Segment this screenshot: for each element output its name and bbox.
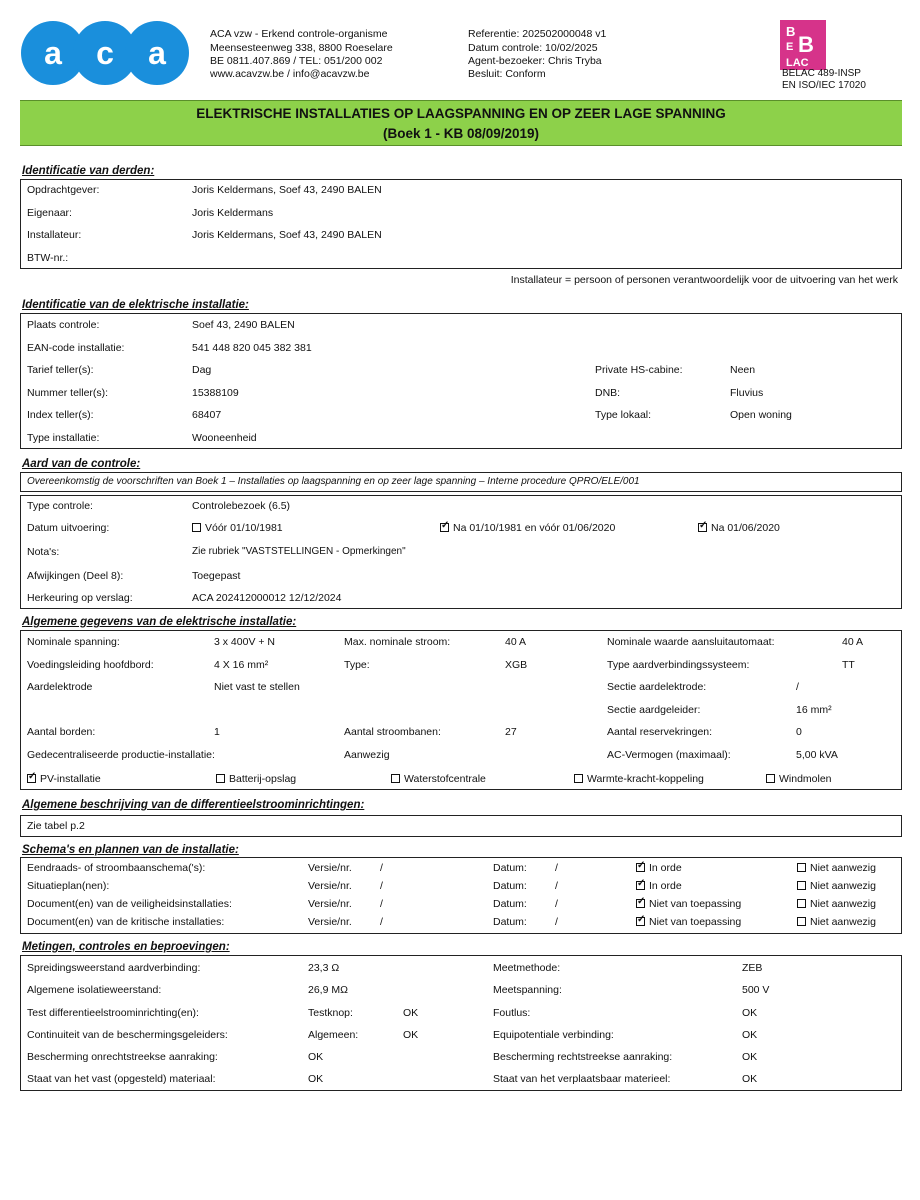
reserve-label: Aantal reservekringen: <box>607 726 713 738</box>
type-installatie-value: Wooneenheid <box>192 432 257 444</box>
borden-value: 1 <box>214 726 220 738</box>
vast-materiaal-label: Staat van het vast (opgesteld) materiaal: <box>27 1073 216 1085</box>
schema-row-1-datum-label: Datum: <box>493 862 527 874</box>
aansluit-value: 40 A <box>842 636 864 648</box>
checkbox-icon[interactable] <box>574 774 583 783</box>
checkbox-checked-icon[interactable] <box>698 523 707 532</box>
nom-spanning-label: Nominale spanning: <box>27 636 120 648</box>
section-metingen-heading: Metingen, controles en beproevingen: <box>22 941 230 953</box>
algemeen-label: Algemeen: <box>308 1029 359 1041</box>
afwijkingen-value: Toegepast <box>192 570 241 582</box>
max-stroom-label: Max. nominale stroom: <box>344 636 451 648</box>
datum-uitvoering-label: Datum uitvoering: <box>27 522 110 534</box>
schema-row-3-opt2[interactable]: Niet aanwezig <box>797 898 876 910</box>
aca-logo <box>20 18 190 88</box>
schema-row-1-opt1[interactable]: ✓ In orde <box>636 862 682 874</box>
option-wkk[interactable]: Warmte-kracht-koppeling <box>574 773 704 785</box>
nummer-teller-value: 15388109 <box>192 387 239 399</box>
org-vat-phone: BE 0811.407.869 / TEL: 051/200 002 <box>210 55 383 67</box>
checkbox-checked-icon[interactable] <box>27 774 36 783</box>
section-installatie-heading: Identificatie van de elektrische installatie: <box>22 299 249 311</box>
title-line-2: (Boek 1 - KB 08/09/2019) <box>382 126 540 141</box>
nummer-teller-label: Nummer teller(s): <box>27 387 109 399</box>
aansluit-label: Nominale waarde aansluitautomaat: <box>607 636 775 648</box>
stroombanen-value: 27 <box>505 726 517 738</box>
decision: Besluit: Conform <box>468 68 546 80</box>
sectie-geleider-value: 16 mm² <box>796 704 832 716</box>
checkbox-icon[interactable] <box>797 881 806 890</box>
nom-spanning-value: 3 x 400V + N <box>214 636 275 648</box>
foutlus-value: OK <box>742 1007 758 1019</box>
checkbox-checked-icon[interactable] <box>636 899 645 908</box>
section-derden-heading: Identificatie van derden: <box>22 165 155 177</box>
aardelektrode-value: Niet vast te stellen <box>214 681 300 693</box>
org-address: Meensesteenweg 338, 8800 Roeselare <box>210 42 393 54</box>
datum-option-1981-2020[interactable]: ✓ Na 01/10/1981 en vóór 01/06/2020 <box>440 522 615 534</box>
checkbox-checked-icon[interactable] <box>636 917 645 926</box>
option-batterij[interactable]: Batterij-opslag <box>216 773 296 785</box>
title-line-1: ELEKTRISCHE INSTALLATIES OP LAAGSPANNING EN OP ZEER LAGE SPANNING <box>196 106 726 121</box>
schema-row-3-datum-label: Datum: <box>493 898 527 910</box>
controle-box <box>20 495 902 609</box>
meetmethode-value: ZEB <box>742 962 763 974</box>
schema-row-3-opt1[interactable]: ✓ Niet van toepassing <box>636 898 741 910</box>
tarief-label: Tarief teller(s): <box>27 364 94 376</box>
datum-option-voor-1981[interactable]: Vóór 01/10/1981 <box>192 522 283 534</box>
reference: Referentie: 202502000048 v1 <box>468 28 607 40</box>
test-diff-label: Test differentieelstroominrichting(en): <box>27 1007 199 1019</box>
datum-option-na-2020[interactable]: ✓ Na 01/06/2020 <box>698 522 780 534</box>
type-kabel-label: Type: <box>344 659 370 671</box>
dnb-label: DNB: <box>595 387 621 399</box>
ac-vermogen-label: AC-Vermogen (maximaal): <box>607 749 731 761</box>
testknop-value: OK <box>403 1007 419 1019</box>
ean-label: EAN-code installatie: <box>27 342 125 354</box>
isolatie-label: Algemene isolatieweerstand: <box>27 984 162 996</box>
gegevens-box <box>20 630 902 790</box>
aard-sys-value: TT <box>842 659 855 671</box>
isolatie-value: 26,9 MΩ <box>308 984 348 996</box>
svg-text:LAC: LAC <box>786 57 809 69</box>
schema-row-3-versie: / <box>380 898 383 910</box>
checkbox-icon[interactable] <box>797 863 806 872</box>
ean-value: 541 448 820 045 382 381 <box>192 342 312 354</box>
document-title <box>20 100 902 146</box>
checkbox-icon[interactable] <box>766 774 775 783</box>
afwijkingen-label: Afwijkingen (Deel 8): <box>27 570 124 582</box>
rechtstreeks-label: Bescherming rechtstreekse aanraking: <box>493 1051 673 1063</box>
type-kabel-value: XGB <box>505 659 528 671</box>
continuiteit-label: Continuiteit van de beschermingsgeleiders: <box>27 1029 228 1041</box>
schema-row-1-opt2[interactable]: Niet aanwezig <box>797 862 876 874</box>
ac-vermogen-value: 5,00 kVA <box>796 749 838 761</box>
checkbox-icon[interactable] <box>391 774 400 783</box>
checkbox-icon[interactable] <box>216 774 225 783</box>
meetmethode-label: Meetmethode: <box>493 962 561 974</box>
equipotentiaal-value: OK <box>742 1029 758 1041</box>
svg-text:a: a <box>148 35 166 71</box>
installateur-label: Installateur: <box>27 229 82 241</box>
checkbox-icon[interactable] <box>797 917 806 926</box>
schema-row-1-datum: / <box>555 862 558 874</box>
sectie-geleider-label: Sectie aardgeleider: <box>607 704 701 716</box>
svg-text:a: a <box>44 35 62 71</box>
aard-sys-label: Type aardverbindingssysteem: <box>607 659 750 671</box>
verplaatsbaar-label: Staat van het verplaatsbaar materieel: <box>493 1073 671 1085</box>
index-teller-value: 68407 <box>192 409 222 421</box>
checkbox-icon[interactable] <box>192 523 201 532</box>
opdrachtgever-value: Joris Keldermans, Soef 43, 2490 BALEN <box>192 184 382 196</box>
rechtstreeks-value: OK <box>742 1051 758 1063</box>
opdrachtgever-label: Opdrachtgever: <box>27 184 100 196</box>
belac-standard: EN ISO/IEC 17020 <box>782 80 866 91</box>
eigenaar-value: Joris Keldermans <box>192 207 274 219</box>
schema-row-4-opt2[interactable]: Niet aanwezig <box>797 916 876 928</box>
type-installatie-label: Type installatie: <box>27 432 100 444</box>
schema-row-2-datum: / <box>555 880 558 892</box>
schema-row-4-versie-label: Versie/nr. <box>308 916 352 928</box>
aardelektrode-label: Aardelektrode <box>27 681 93 693</box>
onrechtstreeks-label: Bescherming onrechtstreekse aanraking: <box>27 1051 218 1063</box>
gedec-value: Aanwezig <box>344 749 390 761</box>
schema-row-3-datum: / <box>555 898 558 910</box>
voeding-value: 4 X 16 mm² <box>214 659 269 671</box>
org-web-email[interactable]: www.acavzw.be / info@acavzw.be <box>210 68 370 80</box>
schema-row-4-datum: / <box>555 916 558 928</box>
schema-row-3-label: Document(en) van de veiligheidsinstallaties: <box>27 898 232 910</box>
type-controle-value: Controlebezoek (6.5) <box>192 500 291 512</box>
checkbox-checked-icon[interactable] <box>636 881 645 890</box>
agent: Agent-bezoeker: Chris Tryba <box>468 55 602 67</box>
section-controle-heading: Aard van de controle: <box>22 458 141 470</box>
differentieel-box <box>20 815 902 837</box>
schema-row-1-versie-label: Versie/nr. <box>308 862 352 874</box>
type-controle-label: Type controle: <box>27 500 93 512</box>
schema-row-2-datum-label: Datum: <box>493 880 527 892</box>
section-schemas-heading: Schema's en plannen van de installatie: <box>22 844 239 856</box>
max-stroom-value: 40 A <box>505 636 527 648</box>
notas-label: Nota's: <box>27 546 60 558</box>
checkbox-icon[interactable] <box>797 899 806 908</box>
schema-row-2-versie-label: Versie/nr. <box>308 880 352 892</box>
svg-text:B: B <box>786 24 796 39</box>
option-pv[interactable]: ✓PV-installatie <box>27 773 101 785</box>
spreiding-label: Spreidingsweerstand aardverbinding: <box>27 962 201 974</box>
installateur-note: Installateur = persoon of personen verantwoordelijk voor de uitvoering van het werk <box>510 274 898 286</box>
section-gegevens-heading: Algemene gegevens van de elektrische installatie: <box>22 616 297 628</box>
type-lokaal-label: Type lokaal: <box>595 409 652 421</box>
option-windmolen[interactable]: Windmolen <box>766 773 832 785</box>
schema-row-4-versie: / <box>380 916 383 928</box>
installatie-box <box>20 313 902 449</box>
voeding-label: Voedingsleiding hoofdbord: <box>27 659 154 671</box>
sectie-elektrode-label: Sectie aardelektrode: <box>607 681 707 693</box>
svg-text:E: E <box>786 41 794 53</box>
schema-row-4-label: Document(en) van de kritische installaties: <box>27 916 225 928</box>
svg-text:c: c <box>96 35 114 71</box>
schema-row-2-versie: / <box>380 880 383 892</box>
metingen-box <box>20 955 902 1091</box>
onrechtstreeks-value: OK <box>308 1051 324 1063</box>
herkeuring-value: ACA 202412000012 12/12/2024 <box>192 592 342 604</box>
control-date: Datum controle: 10/02/2025 <box>468 42 598 54</box>
stroombanen-label: Aantal stroombanen: <box>344 726 441 738</box>
reserve-value: 0 <box>796 726 802 738</box>
schema-row-1-versie: / <box>380 862 383 874</box>
meetspanning-label: Meetspanning: <box>493 984 562 996</box>
schema-row-3-versie-label: Versie/nr. <box>308 898 352 910</box>
plaats-value: Soef 43, 2490 BALEN <box>192 319 295 331</box>
option-waterstof[interactable]: Waterstofcentrale <box>391 773 486 785</box>
org-name: ACA vzw - Erkend controle-organisme <box>210 28 388 40</box>
schema-row-4-datum-label: Datum: <box>493 916 527 928</box>
vast-materiaal-value: OK <box>308 1073 324 1085</box>
eigenaar-label: Eigenaar: <box>27 207 72 219</box>
foutlus-label: Foutlus: <box>493 1007 531 1019</box>
differentieel-value: Zie tabel p.2 <box>27 820 85 832</box>
meetspanning-value: 500 V <box>742 984 770 996</box>
herkeuring-label: Herkeuring op verslag: <box>27 592 133 604</box>
spreiding-value: 23,3 Ω <box>308 962 340 974</box>
checkbox-checked-icon[interactable] <box>636 863 645 872</box>
plaats-label: Plaats controle: <box>27 319 100 331</box>
hs-cabine-value: Neen <box>730 364 756 376</box>
svg-text:B: B <box>798 32 814 57</box>
borden-label: Aantal borden: <box>27 726 96 738</box>
index-teller-label: Index teller(s): <box>27 409 94 421</box>
schema-row-2-opt1[interactable]: ✓ In orde <box>636 880 682 892</box>
checkbox-checked-icon[interactable] <box>440 523 449 532</box>
btw-label: BTW-nr.: <box>27 252 69 264</box>
section-differentieel-heading: Algemene beschrijving van de differentieelstroominrichtingen: <box>22 799 365 811</box>
algemeen-value: OK <box>403 1029 419 1041</box>
belac-number: BELAC 489-INSP <box>782 68 861 79</box>
notas-value: Zie rubriek "VASTSTELLINGEN - Opmerkingen" <box>192 546 406 557</box>
type-lokaal-value: Open woning <box>730 409 792 421</box>
schema-row-1-label: Eendraads- of stroombaanschema('s): <box>27 862 206 874</box>
schema-row-2-opt2[interactable]: Niet aanwezig <box>797 880 876 892</box>
equipotentiaal-label: Equipotentiale verbinding: <box>493 1029 614 1041</box>
sectie-elektrode-value: / <box>796 681 799 693</box>
derden-box <box>20 179 902 269</box>
schema-row-4-opt1[interactable]: ✓ Niet van toepassing <box>636 916 741 928</box>
schema-row-2-label: Situatieplan(nen): <box>27 880 110 892</box>
hs-cabine-label: Private HS-cabine: <box>595 364 683 376</box>
testknop-label: Testknop: <box>308 1007 353 1019</box>
installateur-value: Joris Keldermans, Soef 43, 2490 BALEN <box>192 229 382 241</box>
verplaatsbaar-value: OK <box>742 1073 758 1085</box>
gedec-label: Gedecentraliseerde productie-installatie: <box>27 749 215 761</box>
tarief-value: Dag <box>192 364 212 376</box>
dnb-value: Fluvius <box>730 387 764 399</box>
belac-logo <box>780 20 826 70</box>
controle-intro: Overeenkomstig de voorschriften van Boek 1 – Installaties op laagspanning en op zeer lage spanning – Interne procedure QPRO/ELE/001 <box>27 476 640 487</box>
